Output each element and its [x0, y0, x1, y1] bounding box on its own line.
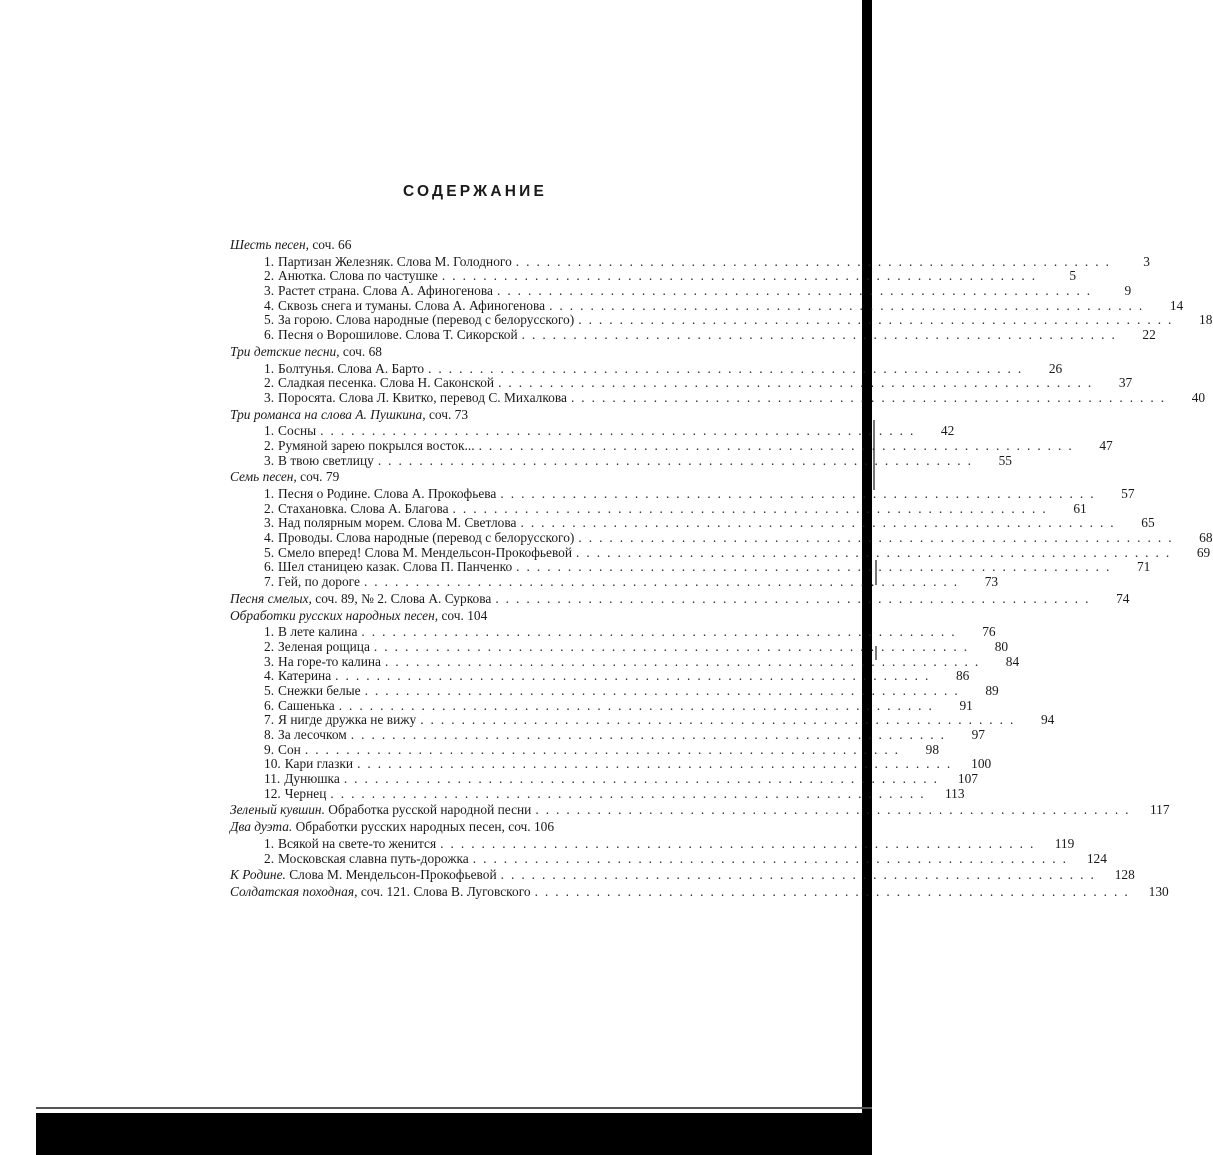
section-heading: Три романса на слова А. Пушкина, соч. 73: [230, 406, 469, 422]
toc-item: 6. Сашенька .......................................................... 91: [264, 697, 973, 713]
scan-bottom-line: [36, 1107, 872, 1109]
section-heading: Семь песен, соч. 79: [230, 469, 340, 485]
toc-entry: Песня смелых, соч. 89, № 2. Слова А. Суркова .......................................................... 74: [230, 590, 1130, 606]
toc-item: 6. Песня о Ворошилове. Слова Т. Сикорской .......................................................... 22: [264, 327, 1156, 343]
toc-item: 1. В лете калина .......................................................... 76: [264, 624, 996, 640]
toc-item: 1. Болтунья. Слова А. Барто .......................................................... 26: [264, 360, 1063, 376]
scan-bottom-band: [36, 1113, 872, 1155]
toc-item: 7. Гей, по дороге .......................................................... 73: [264, 574, 999, 590]
toc-entry: К Родине. Слова М. Мендельсон-Прокофьевой .......................................................... 128: [230, 867, 1135, 883]
toc-item: 3. Над полярным морем. Слова М. Светлова .......................................................... 65: [264, 515, 1155, 531]
toc-item: 4. Сквозь снега и туманы. Слова А. Афиногенова .......................................................... 14: [264, 297, 1184, 313]
toc-item: 1. Партизан Железняк. Слова М. Голодного .......................................................... 3: [264, 253, 1150, 269]
toc-item: 5. За горою. Слова народные (перевод с белорусского) .......................................................... 18: [264, 312, 1213, 328]
toc-entry: Зеленый кувшин. Обработка русской народной песни .......................................................... 117: [230, 802, 1170, 818]
toc-item: 6. Шел станицею казак. Слова П. Панченко .......................................................... 71: [264, 559, 1151, 575]
toc-item: 2. Московская славна путь-дорожка .......................................................... 124: [264, 850, 1107, 866]
toc-item: 11. Дунюшка .......................................................... 107: [264, 771, 978, 787]
toc-item: 2. Румяной зарею покрылся восток... .......................................................... 47: [264, 437, 1113, 453]
toc-item: 4. Проводы. Слова народные (перевод с белорусского) .......................................................... 68: [264, 530, 1213, 546]
toc-item: 2. Сладкая песенка. Слова Н. Саконской .......................................................... 37: [264, 375, 1133, 391]
toc-item: 10. Кари глазки .......................................................... 100: [264, 756, 992, 772]
toc-item: 2. Анютка. Слова по частушке .......................................................... 5: [264, 268, 1077, 284]
toc-item: 8. За лесочком .......................................................... 97: [264, 727, 985, 742]
toc-item: 5. Снежки белые .......................................................... 89: [264, 682, 999, 698]
toc-item: 1. Песня о Родине. Слова А. Прокофьева .......................................................... 57: [264, 486, 1135, 501]
section-heading: Обработки русских народных песен, соч. 104: [230, 607, 488, 623]
toc-entry: Солдатская походная, соч. 121. Слова В. Луговского .......................................................... 130: [230, 883, 1169, 899]
toc-item: 9. Сон .......................................................... 98: [264, 741, 940, 757]
toc-item: 3. Растет страна. Слова А. Афиногенова .......................................................... 9: [264, 283, 1132, 299]
toc-item: 2. Стахановка. Слова А. Благова .......................................................... 61: [264, 500, 1087, 516]
toc-item: 1. Всякой на свете-то женится .......................................................... 119: [264, 835, 1075, 851]
toc-item: 2. Зеленая рощица .......................................................... 80: [264, 638, 1009, 654]
toc-item: 12. Чернец .......................................................... 113: [264, 785, 965, 801]
toc-item: 5. Смело вперед! Слова М. Мендельсон-Прокофьевой .......................................................... 69: [264, 544, 1211, 560]
section-heading: Два дуэта. Обработки русских народных песен, соч. 106: [230, 819, 555, 835]
section-heading: Шесть песен, соч. 66: [230, 237, 352, 252]
toc-item: 3. Поросята. Слова Л. Квитко, перевод С. Михалкова .......................................................... 40: [264, 389, 1206, 405]
toc-item: 1. Сосны .......................................................... 42: [264, 423, 955, 439]
table-of-contents: [230, 237, 1213, 900]
toc-item: 7. Я нигде дружка не вижу .......................................................... 94: [264, 712, 1055, 728]
toc-item: 3. На горе-то калина .......................................................... 84: [264, 653, 1020, 669]
toc-item: 4. Катерина .......................................................... 86: [264, 668, 970, 684]
section-heading: Три детские песни, соч. 68: [230, 343, 382, 359]
toc-item: 3. В твою светлицу .......................................................... 55: [264, 452, 1012, 468]
page-title: СОДЕРЖАНИЕ: [402, 183, 548, 200]
